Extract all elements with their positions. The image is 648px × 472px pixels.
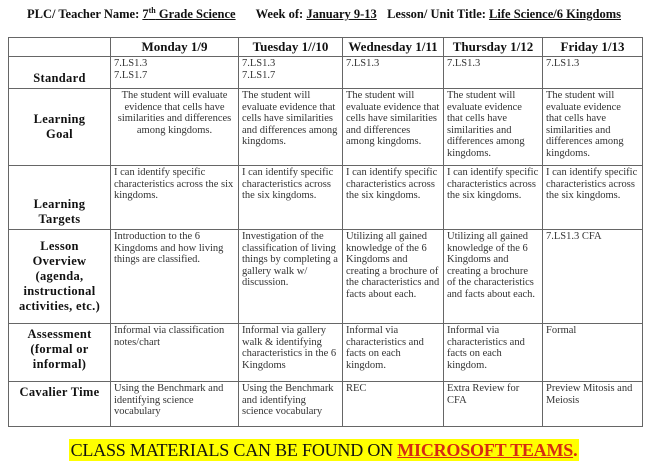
row-label-lesson-overview: Lesson Overview (agenda, instructional activities, etc.)	[9, 230, 111, 324]
row-label-learning-targets: Learning Targets	[9, 166, 111, 230]
week-of-value: January 9-13	[306, 7, 377, 22]
cell-standard-friday: 7.LS1.3	[543, 57, 643, 89]
cell-standard-tuesday: 7.LS1.3 7.LS1.7	[239, 57, 343, 89]
cell-overview-tuesday: Investigation of the classification of living things by completing a gallery walk w/ discussion.	[239, 230, 343, 324]
header-corner-cell	[9, 38, 111, 57]
cell-goal-friday: The student will evaluate evidence that cells have similarities and differences among kingdoms.	[543, 89, 643, 166]
row-label-cavalier-time: Cavalier Time	[9, 382, 111, 427]
cell-standard-wednesday: 7.LS1.3	[343, 57, 444, 89]
cell-cavalier-friday: Preview Mitosis and Meiosis	[543, 382, 643, 427]
cell-targets-thursday: I can identify specific characteristics across the six kingdoms.	[444, 166, 543, 230]
header-wednesday: Wednesday 1/11	[343, 38, 444, 57]
unit-title-value: Life Science/6 Kingdoms	[489, 7, 621, 22]
teacher-name-label: PLC/ Teacher Name:	[26, 7, 140, 22]
cell-targets-tuesday: I can identify specific characteristics across the six kingdoms.	[239, 166, 343, 230]
cell-assessment-thursday: Informal via characteristics and facts on each kingdom.	[444, 324, 543, 382]
cell-assessment-wednesday: Informal via characteristics and facts on each kingdom.	[343, 324, 444, 382]
week-of-label: Week of:	[255, 7, 304, 22]
cell-assessment-monday: Informal via classification notes/chart	[111, 324, 239, 382]
unit-title-label: Lesson/ Unit Title:	[387, 7, 486, 22]
cell-cavalier-wednesday: REC	[343, 382, 444, 427]
cell-overview-thursday: Utilizing all gained knowledge of the 6 Kingdoms and creating a brochure of the characteristics and facts about each.	[444, 230, 543, 324]
lesson-plan-table	[8, 37, 643, 427]
notice-period: .	[573, 440, 578, 460]
table-row-assessment	[9, 324, 643, 382]
table-header-row	[9, 38, 643, 57]
table-row-learning-goal	[9, 89, 643, 166]
header-tuesday: Tuesday 1//10	[239, 38, 343, 57]
cell-goal-wednesday: The student will evaluate evidence that cells have similarities and differences among kingdoms.	[343, 89, 444, 166]
table-row-lesson-overview	[9, 230, 643, 324]
table-row-learning-targets	[9, 166, 643, 230]
cell-targets-wednesday: I can identify specific characteristics across the six kingdoms.	[343, 166, 444, 230]
cell-goal-tuesday: The student will evaluate evidence that cells have similarities and differences among kingdoms.	[239, 89, 343, 166]
cell-targets-friday: I can identify specific characteristics across the six kingdoms.	[543, 166, 643, 230]
cell-standard-thursday: 7.LS1.3	[444, 57, 543, 89]
teacher-name-value: 7th Grade Science	[142, 6, 236, 22]
header-thursday: Thursday 1/12	[444, 38, 543, 57]
highlighted-notice	[69, 439, 580, 461]
cell-overview-friday: 7.LS1.3 CFA	[543, 230, 643, 324]
cell-overview-monday: Introduction to the 6 Kingdoms and how living things are classified.	[111, 230, 239, 324]
cell-assessment-friday: Formal	[543, 324, 643, 382]
cell-targets-monday: I can identify specific characteristics across the six kingdoms.	[111, 166, 239, 230]
document-title-line	[0, 6, 648, 22]
cell-goal-monday: The student will evaluate evidence that cells have similarities and differences among kingdoms.	[111, 89, 239, 166]
microsoft-teams-link[interactable]: MICROSOFT TEAMS	[397, 440, 574, 460]
table-row-cavalier-time	[9, 382, 643, 427]
row-label-standard: Standard	[9, 57, 111, 89]
header-monday: Monday 1/9	[111, 38, 239, 57]
header-friday: Friday 1/13	[543, 38, 643, 57]
cell-cavalier-monday: Using the Benchmark and identifying science vocabulary	[111, 382, 239, 427]
cell-overview-wednesday: Utilizing all gained knowledge of the 6 Kingdoms and creating a brochure of the characteristics and facts about each.	[343, 230, 444, 324]
cell-cavalier-tuesday: Using the Benchmark and identifying science vocabulary	[239, 382, 343, 427]
notice-text: CLASS MATERIALS CAN BE FOUND ON	[70, 440, 398, 460]
cell-assessment-tuesday: Informal via gallery walk & identifying characteristics in the 6 Kingdoms	[239, 324, 343, 382]
table-row-standard	[9, 57, 643, 89]
cell-goal-thursday: The student will evaluate evidence that cells have similarities and differences among kingdoms.	[444, 89, 543, 166]
row-label-assessment: Assessment (formal or informal)	[9, 324, 111, 382]
row-label-learning-goal: Learning Goal	[9, 89, 111, 166]
cell-cavalier-thursday: Extra Review for CFA	[444, 382, 543, 427]
class-materials-notice	[0, 440, 648, 461]
cell-standard-monday: 7.LS1.3 7.LS1.7	[111, 57, 239, 89]
